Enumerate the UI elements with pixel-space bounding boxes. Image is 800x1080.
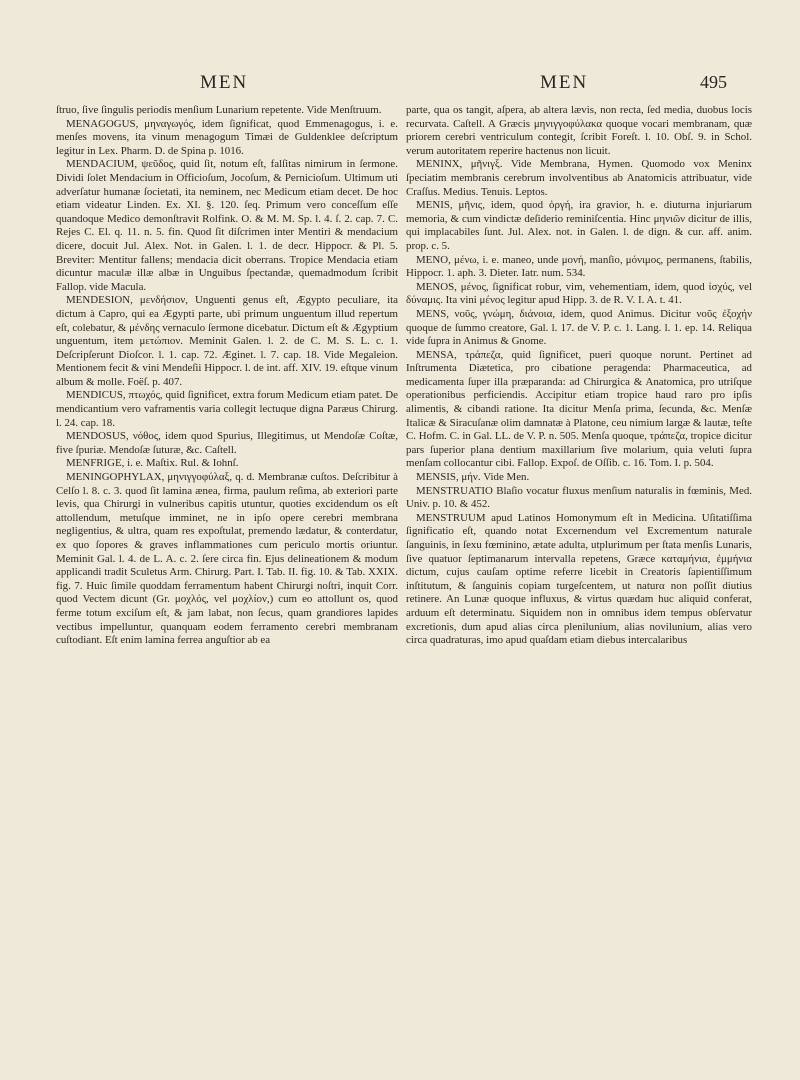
entry-menfrige: MENFRIGE, i. e. Maſtix. Rul. & Iohnſ. — [66, 457, 239, 470]
entry-menis: MENIS, μῆνις, idem, quod ὀργή, ira gravior, h. e. diuturna injuriarum memoria, & cum vindictæ deſiderio reminiſcentia. Hinc μηνιῶν dicitur de illis, qui implacabiles ſunt. Jul. Alex. not. in Galen. l. de dign. & cur. aff. anim. prop. c. 5. — [406, 199, 752, 252]
entry-meninx: MENINX, μῆνιγξ. Vide Membrana, Hymen. Quomodo vox Meninx ſpeciatim membranis cerebrum involventibus ab Anatomicis attribuatur, vide Craſſus. Medius. Tenuis. Leptos. — [406, 158, 752, 198]
entry-mensa: MENSA, τράπεζα, quid ſignificet, pueri quoque norunt. Pertinet ad Inſtrumenta Diætetica, pro cibatione peragenda: Pharmaceutica, ad medicamenta ſuper illa præparanda: ad Chirurgica & Anatomica, pro utriſque operationibus perficiendis. Accipitur etiam tropice haud raro pro ipſis alimentis, & cibandi ratione. Ita dicitur Menſa prima, ſecunda, &c. Menſæ Italicæ & Siracuſanæ olim damnatæ à Platone, ceu nimium largæ & lautæ, teſte C. Hofm. C. in Gal. LL. de V. P. n. 505. Menſa quoque, τράπεζα, tropice dicitur pars ſuperior plana dentium maxillarium ſive molarium, quia veluti ſupra menſam collocantur cibi. Fallop. Expoſ. de Oſſib. c. 16. Tom. I. p. 504. — [406, 348, 752, 470]
left-column — [56, 104, 398, 1066]
header-left-word: MEN — [200, 72, 249, 93]
entry-mens: MENS, νοῦς, γνώμη, διάνοια, idem, quod Animus. Dicitur νοῦς ἐξοχήν quoque de ſummo creatore, Gal. l. 17. de V. P. c. 1. Lang. l. 1. ep. 14. Reliqua vide ſupra in Animus & Gnome. — [406, 307, 752, 348]
entry-menstruatio: MENSTRUATIO Blaſio vocatur fluxus menſium naturalis in fœminis, Med. Univ. p. 10. & 452. — [406, 484, 752, 511]
entry-paragraph: ſtruo, ſive ſingulis periodis menſium Lunarium repetente. Vide Menſtruum. — [56, 104, 382, 116]
entry-menstruum: MENSTRUUM apud Latinos Homonymum eſt in Medicina. Uſitatiſſima ſignificatio eſt, quando notat Excernendum vel Excrementum naturale ſanguinis, in ſexu fœminino, ætate adulta, utplurimum per ſtata menſis Lunaris, ſive quatuor ſeptimanarum intervalla repetens, Græce καταμήνια, ἐμμήνια dictum, cujus cauſam optime referre licebit in Creatoris ſapientiſſimum inſtitutum, & ſanguinis copiam turgeſcentem, ut naturα non poſſit diutius retinere. An Lunæ quoque influxus, & virtus quædam huc aliquid conferat, arduum eſt determinatu. Siquidem non in omnibus idem tempus obſervatur excretionis, dum apud alias circa plenilunium, alias novilunium, alias vero circa quadraturas, imo apud quaſdam etiam diebus intercalaribus — [406, 511, 752, 647]
entry-menagogus: MENAGOGUS, μηναγωγός, idem ſignificat, quod Emmenagogus, i. e. menſes movens, ita vinum menagogum Timæi de Guldenklee deſcriptum legitur in Lex. Pharm. D. de Spina p. 1016. — [56, 117, 398, 157]
entry-mensis: MENSIS, μήν. Vide Men. — [416, 471, 530, 484]
entry-continuation: parte, qua os tangit, aſpera, ab altera lævis, non recta, ſed media, duobus locis recurvata. Caſtell. A Græcis μηνιγγοφύλακα quoque vocari membranam, quæ priorem cerebri ventriculum contegit, ſcribit Foreſt. l. 10. Obſ. 9. in Schol. verum autoritatem reperire hactenus non licuit. — [406, 104, 752, 157]
entry-menos: MENOS, μένος, ſignificat robur, vim, vehementiam, idem, quod ἰσχύς, vel δύναμις. Ita vini μένος legitur apud Hipp. 3. de R. V. I. A. t. 41. — [406, 280, 752, 307]
entry-mendacium: MENDACIUM, ψεῦδος, quid ſit, notum eſt, falſitas nimirum in ſermone. Dividi ſolet Mendacium in Officioſum, Jocoſum, & Pernicioſum. Ultimum uti adverſatur humanæ ſocietati, ita neminem, nec Medicum etiam decet. De hoc etiam videatur Linden. Ex. XI. §. 120. ſeq. Primum vero conceſſum eſſe quandoque Medico demonſtravit Rolfink. O. & M. M. Sp. l. 4. ſ. 2. cap. 7. C. Rejes C. El. q. 11. n. 5. fin. Quod ſit diſcrimen inter Mentiri & mendacium dicere, docuit Jul. Alex. Not. in Galen. l. 1. de decr. Hippocr. & Pl. 5. Breviter: Mentitur fallens; mendacia dicit oberrans. Tropice Mendacia etiam dicuntur maculæ illæ albæ in Unguibus ſpectandæ, quemadmodum ſcribit Fallop. vide Macula. — [56, 158, 398, 293]
entry-meningophylax: MENINGOPHYLAX, μηνιγγοφύλαξ, q. d. Membranæ cuſtos. Deſcribitur à Celſo l. 8. c. 3. quod ſit lamina ænea, firma, paulum reſima, ab exteriori parte levis, qua Chirurgi in vulneribus capitis utuntur, quoties excidendum os eſt attollendum, metuſque imminet, ne in ipſo opere cerebri membrana negligentius, & ultra, quam res expoſtulat, premendo lædatur, & conterdatur, ex quo ſopores & graves inflammationes cum periculo mortis oriuntur. Meminit Gal. l. 4. de L. A. c. 2. ſere circa fin. Ejus delineationem & modum applicandi tradit Sculetus Arm. Chirurg. Part. I. Tab. II. fig. 10. & Tab. XXIX. fig. 7. Huic ſimile quoddam ferramentum habent Chirurgi noſtri, inquit Corr. quod Vectem dicunt (Gr. μοχλός, vel μοχλίον,) cum eo attollunt os, quod ferme totum exciſum eſt, & jam labat, non ſecus, quam grandiores lapides vectibus impelluntur, quanquam eodem ferramento cerebri membranam cuſtodiant. Eſt enim lamina ferrea anguſtior ab ea — [56, 471, 398, 647]
entry-meno: MENO, μένω, i. e. maneo, unde μονή, manſio, μόνιμος, permanens, ſtabilis, Hippocr. 1. aph. 3. Dieter. Iatr. num. 534. — [406, 253, 752, 280]
header-right-word: MEN — [540, 72, 589, 93]
running-header — [0, 72, 800, 98]
page-number: 495 — [700, 72, 727, 92]
entry-mendesion: MENDESION, μενδήσιον, Unguenti genus eſt, Ægypto peculiare, ita dictum à Capro, qui ea Ægypti parte, ubi primum unguentum illud repertum eſt, colebatur, & μένδης vernaculo ſermone dicebatur. Dictum eſt & Ægyptium unguentum, item μετώπιον. Meminit Galen. l. 2. de C. M. S. L. c. 1. Deſcripſerunt Dioſcor. l. 1. cap. 72. Æginet. l. 7. cap. 18. Vide Megaleion. Mentionem fecit & vini Mendeſii Hippocr. l. de int. aff. XIV. 19. eſtque vinum album & molle. Foëſ. p. 407. — [56, 294, 398, 388]
right-column — [406, 104, 752, 1066]
entry-mendosus: MENDOSUS, νόθος, idem quod Spurius, Illegitimus, ut Mendoſæ Coſtæ, five ſpuriæ. Mendoſæ ſuturæ, &c. Caſtell. — [56, 430, 398, 456]
entry-mendicus: MENDICUS, πτωχός, quid ſignificet, extra forum Medicum etiam patet. De mendicantium vero vaframentis varia collegit lectuque digna Paræus Chirurg. l. 24. cap. 18. — [56, 389, 398, 429]
